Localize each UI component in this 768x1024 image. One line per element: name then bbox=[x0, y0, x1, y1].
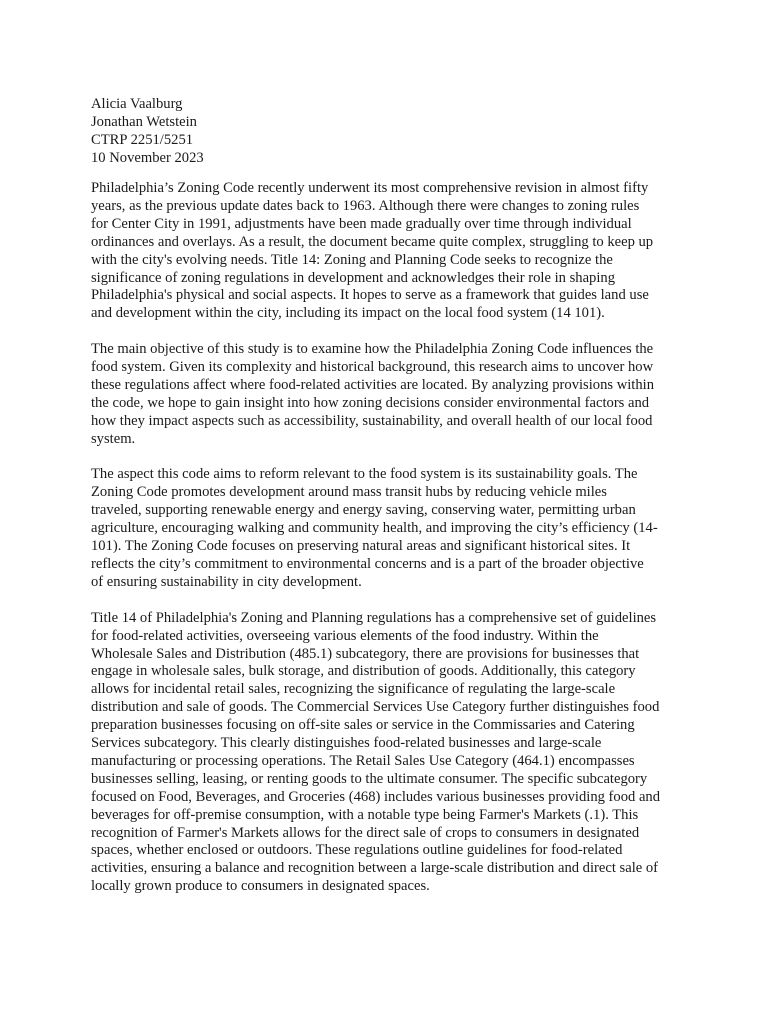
text-line: reflects the city’s commitment to environmental concerns and is a part of the broader objective bbox=[91, 556, 644, 572]
text-line: Philadelphia's physical and social aspects. It hopes to serve as a framework that guides land use bbox=[91, 287, 649, 304]
text-line: for Center City in 1991, adjustments have been made gradually over time through individual bbox=[91, 215, 632, 232]
text-line: for food-related activities, overseeing various elements of the food industry. Within the bbox=[91, 627, 599, 644]
text-line: allows for incidental retail sales, recognizing the significance of regulating the large-scale bbox=[91, 681, 616, 698]
text-line: locally grown produce to consumers in designated spaces. bbox=[91, 878, 430, 895]
text-line: traveled, supporting renewable energy and energy saving, conserving water, permitting urban bbox=[91, 502, 636, 519]
course-code: CTRP 2251/5251 bbox=[91, 132, 194, 148]
text-line: spaces, whether enclosed or outdoors. These regulations outline guidelines for food-related bbox=[91, 842, 623, 859]
text-line: how they impact aspects such as accessibility, sustainability, and overall health of our local food bbox=[91, 412, 653, 429]
text-line: Wholesale Sales and Distribution (485.1) subcategory, there are provisions for businesses that bbox=[91, 645, 640, 662]
text-line: recognition of Farmer's Markets allows for the direct sale of crops to consumers in designated bbox=[91, 824, 640, 841]
text-line: Services subcategory. This clearly distinguishes food-related businesses and large-scale bbox=[91, 735, 602, 752]
text-line: of ensuring sustainability in city development. bbox=[91, 573, 362, 590]
text-line: agriculture, encouraging walking and community health, and improving the city’s efficiency (14- bbox=[91, 520, 658, 537]
text-line: distribution and sale of goods. The Commercial Services Use Category further distinguishes food bbox=[91, 699, 660, 716]
text-line: ordinances and overlays. As a result, the document became quite complex, struggling to keep up bbox=[91, 233, 654, 250]
text-line: the code, we hope to gain insight into how zoning decisions consider environmental factors and bbox=[91, 394, 650, 411]
text-line: Zoning Code promotes development around mass transit hubs by reducing vehicle miles bbox=[91, 484, 607, 501]
text-line: Title 14 of Philadelphia's Zoning and Planning regulations has a comprehensive set of guidelines bbox=[91, 609, 657, 626]
text-line: food system. Given its complexity and historical background, this research aims to uncover how bbox=[91, 359, 654, 376]
text-line: significance of zoning regulations in development and acknowledges their role in shaping bbox=[91, 269, 616, 286]
text-line: activities, ensuring a balance and recognition between a large-scale distribution and direct sale of bbox=[91, 860, 659, 877]
paragraph-objective bbox=[91, 341, 691, 448]
text-line: manufacturing or processing operations. The Retail Sales Use Category (464.1) encompasses bbox=[91, 752, 635, 769]
document-header bbox=[91, 95, 204, 167]
text-line: beverages for off-premise consumption, with a notable type being Farmer's Markets (.1). This bbox=[91, 806, 639, 823]
document-date: 10 November 2023 bbox=[91, 150, 204, 166]
paragraph-title-14 bbox=[91, 610, 691, 897]
author-name: Jonathan Wetstein bbox=[91, 114, 197, 130]
paragraph-sustainability bbox=[91, 466, 691, 591]
document-body bbox=[91, 180, 691, 896]
text-line: and development within the city, including its impact on the local food system (14 101). bbox=[91, 305, 605, 322]
author-name: Alicia Vaalburg bbox=[91, 96, 183, 112]
text-line: 101). The Zoning Code focuses on preserving natural areas and significant historical sites. It bbox=[91, 538, 631, 555]
text-line: The main objective of this study is to examine how the Philadelphia Zoning Code influences the bbox=[91, 341, 654, 358]
text-line: years, as the previous update dates back to 1963. Although there were changes to zoning rules bbox=[91, 197, 640, 214]
text-line: engage in wholesale sales, bulk storage, and distribution of goods. Additionally, this category bbox=[91, 663, 636, 680]
text-line: businesses selling, leasing, or renting goods to the ultimate consumer. The specific subcategory bbox=[91, 770, 648, 787]
text-line: these regulations affect where food-related activities are located. By analyzing provisions within bbox=[91, 376, 655, 393]
text-line: preparation businesses focusing on off-site sales or service in the Commissaries and Catering bbox=[91, 717, 635, 734]
text-line: Philadelphia’s Zoning Code recently underwent its most comprehensive revision in almost fifty bbox=[91, 180, 649, 196]
text-line: focused on Food, Beverages, and Groceries (468) includes various businesses providing food and bbox=[91, 788, 661, 805]
text-line: system. bbox=[91, 430, 136, 447]
paragraph-intro bbox=[91, 180, 691, 323]
text-line: The aspect this code aims to reform relevant to the food system is its sustainability goals. The bbox=[91, 466, 638, 483]
text-line: with the city's evolving needs. Title 14: Zoning and Planning Code seeks to recognize the bbox=[91, 251, 613, 268]
